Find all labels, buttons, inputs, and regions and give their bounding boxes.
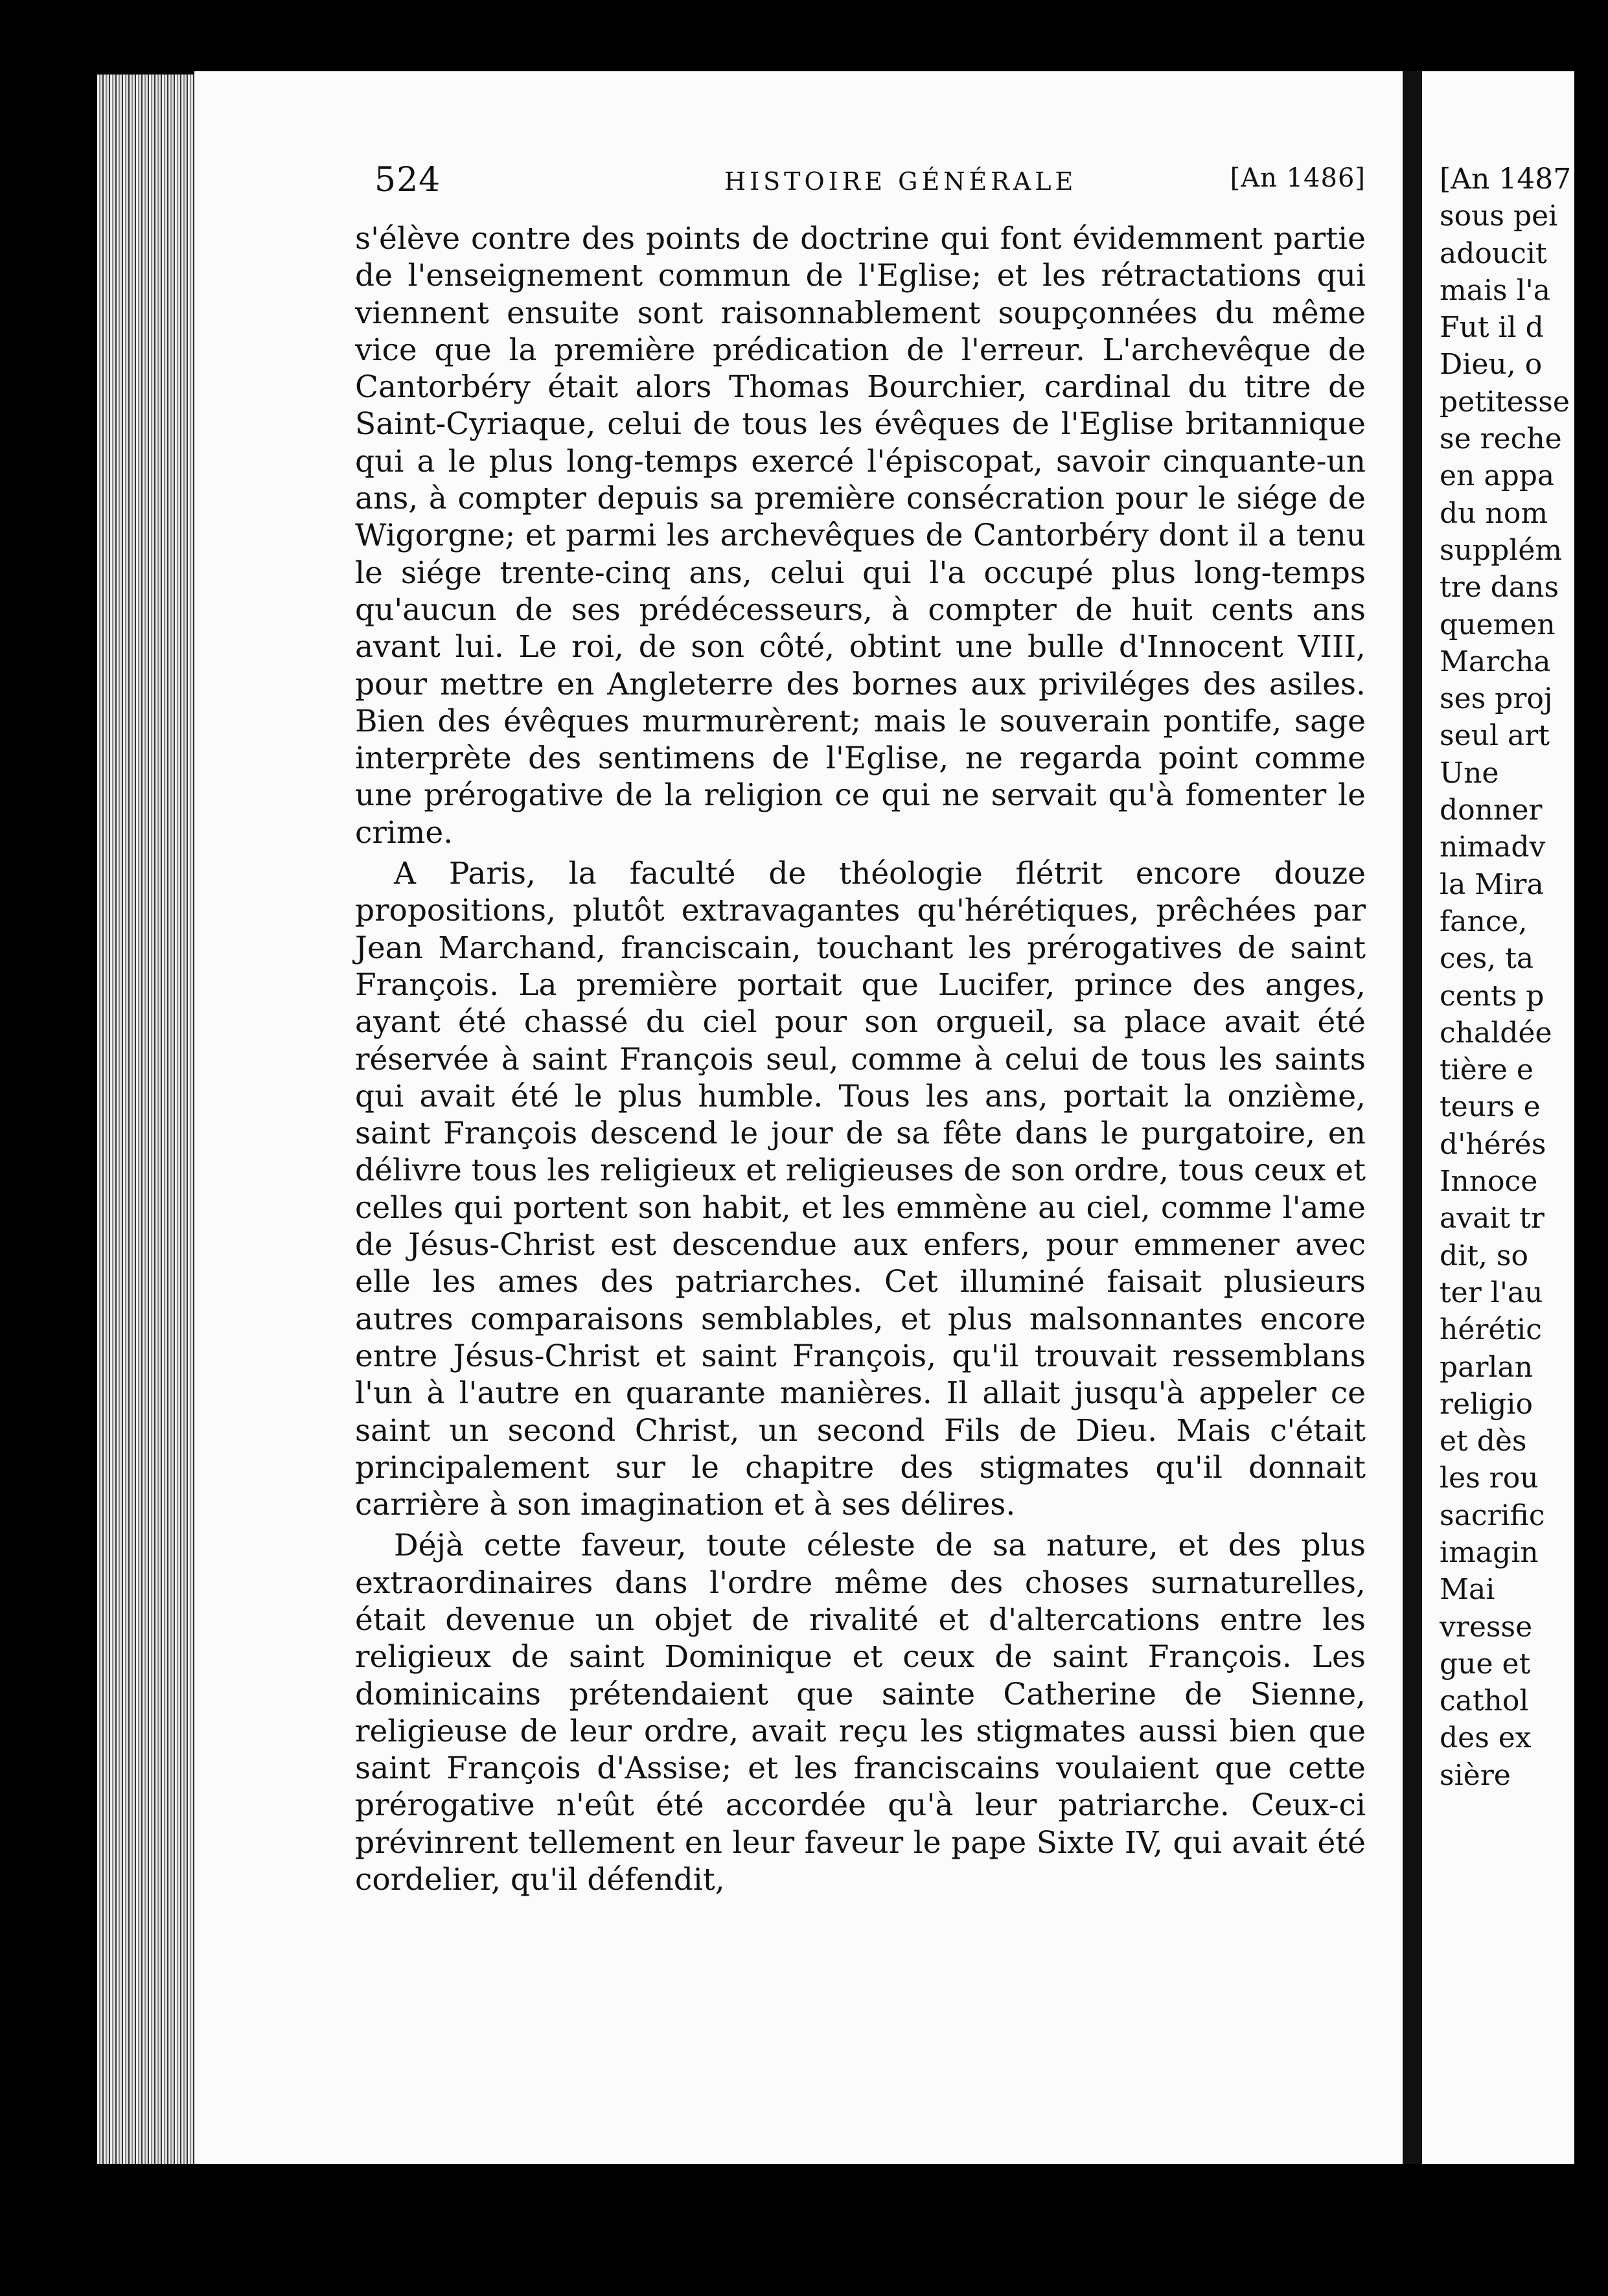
facing-page-line: vresse — [1440, 1610, 1533, 1644]
facing-page-line: sous pei — [1440, 200, 1558, 233]
facing-page-line: parlan — [1440, 1350, 1533, 1384]
facing-page-line: imagin — [1440, 1535, 1539, 1569]
facing-page-line: Fut il d — [1440, 311, 1544, 345]
facing-page-line: ter l'au — [1440, 1276, 1543, 1309]
book-gutter — [1403, 71, 1422, 2164]
facing-page-line: cathol — [1440, 1684, 1529, 1718]
facing-page-line: donner — [1440, 794, 1543, 827]
page-body — [355, 220, 1366, 2008]
facing-page-line: et dès — [1440, 1425, 1527, 1458]
facing-page-line: teurs e — [1440, 1090, 1541, 1124]
running-title: HISTOIRE GÉNÉRALE — [724, 167, 1077, 196]
facing-page-line: supplém — [1440, 533, 1563, 567]
facing-page-line: des ex — [1440, 1721, 1532, 1755]
facing-page-line: Mai — [1440, 1573, 1495, 1607]
facing-page-line: les rou — [1440, 1462, 1539, 1495]
facing-page-line: sacrific — [1440, 1498, 1545, 1532]
facing-page-line: dit, so — [1440, 1239, 1528, 1272]
facing-page-line: ses proj — [1440, 682, 1553, 716]
paragraph: s'élève contre des points de doctrine qui font évidemment partie de l'enseignement commun de l'Eglise; et les rétractations qui viennent ensuite sont raisonnablement soupçonnées du même vice que la première prédication de l'erreur. L'archevêque de Cantorbéry était alors Thomas Bourchier, cardinal du titre de Saint-Cyriaque, celui de tous les évêques de l'Eglise britannique qui a le plus long-temps exercé l'épiscopat, savoir cinquante-un ans, à compter depuis sa première consécration pour le siége de Wigorgne; et parmi les archevêques de Cantorbéry dont il a tenu le siége trente-cinq ans, celui qui l'a occupé plus long-temps qu'aucun de ses prédécesseurs, à compter de huit cents ans avant lui. Le roi, de son côté, obtint une bulle d'Innocent VIII, pour mettre en Angleterre des bornes aux priviléges des asiles. Bien des évêques murmurèrent; mais le souverain pontife, sage interprète des sentimens de l'Eglise, ne regarda point comme une prérogative de la religion ce qui ne servait qu'à fomenter le crime. — [355, 221, 1366, 851]
facing-page-text — [1440, 161, 1608, 1792]
facing-page-head: [An 1487 — [1440, 163, 1572, 196]
facing-page-line: tière e — [1440, 1053, 1533, 1087]
facing-page-line: se reche — [1440, 422, 1562, 456]
facing-page-line: Dieu, o — [1440, 348, 1543, 382]
facing-page-line: Une — [1440, 756, 1499, 790]
facing-page-line: petitesse — [1440, 385, 1570, 419]
facing-page-line: seul art — [1440, 719, 1550, 753]
page-number: 524 — [374, 161, 441, 200]
facing-page-line: Innoce — [1440, 1165, 1538, 1199]
facing-page-line: adoucit — [1440, 236, 1547, 270]
facing-page-line: du nom — [1440, 496, 1548, 530]
facing-page-line: nimadv — [1440, 831, 1546, 864]
facing-page-line: mais l'a — [1440, 273, 1550, 307]
running-year: [An 1486] — [1230, 163, 1366, 193]
page-stack-edge — [97, 75, 201, 2164]
facing-page-line: la Mira — [1440, 867, 1544, 901]
facing-page-line: cents p — [1440, 979, 1545, 1013]
facing-page-line: Marcha — [1440, 645, 1551, 678]
facing-page-line: ces, ta — [1440, 942, 1534, 976]
facing-page-line: sière — [1440, 1758, 1511, 1792]
facing-page-line: gue et — [1440, 1647, 1531, 1681]
facing-page-line: fance, — [1440, 904, 1528, 938]
running-head — [374, 161, 1385, 206]
facing-page-line: religio — [1440, 1387, 1533, 1421]
paragraph: Déjà cette faveur, toute céleste de sa nature, et des plus extraordinaires dans l'ordre même des choses surnaturelles, était devenue un objet de rivalité et d'altercations entre les religieux de saint Dominique et ceux de saint François. Les dominicains prétendaient que sainte Catherine de Sienne, religieuse de leur ordre, avait reçu les stigmates aussi bien que saint François d'Assise; et les franciscains voulaient que cette prérogative n'eût été accordée qu'à leur patriarche. Ceux-ci prévinrent tellement en leur faveur le pape Sixte IV, qui avait été cordelier, qu'il défendit, — [355, 1528, 1366, 1898]
facing-page-line: quemen — [1440, 608, 1556, 641]
facing-page-line: avait tr — [1440, 1202, 1545, 1235]
facing-page-line: hérétic — [1440, 1313, 1542, 1347]
facing-page-line: d'hérés — [1440, 1127, 1546, 1161]
paragraph: A Paris, la faculté de théologie flétrit encore douze propositions, plutôt extravagantes qu'hérétiques, prêchées par Jean Marchand, franciscain, touchant les prérogatives de saint François. La première portait que Lucifer, prince des anges, ayant été chassé du ciel pour son orgueil, sa place avait été réservée à saint François seul, comme à celui de tous les saints qui avait été le plus humble. Tous les ans, portait la onzième, saint François descend le jour de sa fête dans le purgatoire, en délivre tous les religieux et religieuses de son ordre, tous ceux et celles qui portent son habit, et les emmène au ciel, comme l'ame de Jésus-Christ est descendue aux enfers, pour emmener avec elle les ames des patriarches. Cet illuminé faisait plusieurs autres comparaisons semblables, et plus malsonnantes encore entre Jésus-Christ et saint François, qu'il trouvait ressemblans l'un à l'autre en quarante manières. Il allait jusqu'à appeler ce saint un second Christ, un second Fils de Dieu. Mais c'était principalement sur le chapitre des stigmates qu'il donnait carrière à son imagination et à ses délires. — [355, 856, 1366, 1523]
facing-page-line: chaldée — [1440, 1016, 1552, 1050]
facing-page-line: tre dans — [1440, 571, 1559, 604]
facing-page-line: en appa — [1440, 459, 1555, 493]
